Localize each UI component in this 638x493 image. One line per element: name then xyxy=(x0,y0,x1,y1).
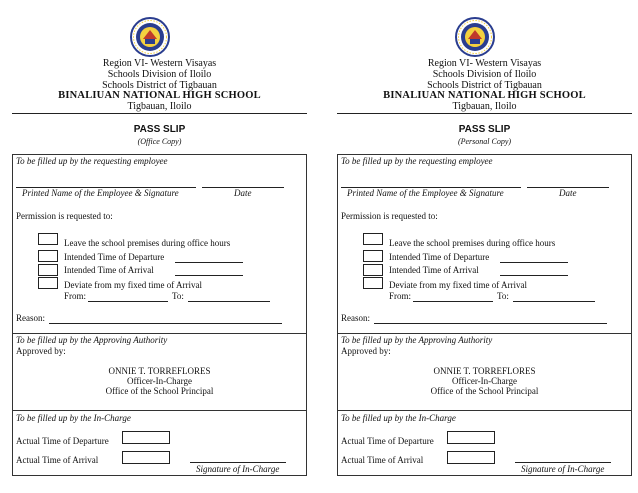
school-location: Tigbauan, Iloilo xyxy=(452,101,517,112)
division-line: Schools Division of Iloilo xyxy=(107,69,212,80)
to-label: To: xyxy=(172,291,184,301)
incharge-signature-line[interactable] xyxy=(515,462,611,463)
arrival-checkbox[interactable] xyxy=(38,264,58,276)
incharge-signature-label: Signature of In-Charge xyxy=(196,464,280,474)
section-divider xyxy=(12,410,307,411)
actual-departure-field[interactable] xyxy=(447,431,495,444)
pass-slip-office-copy xyxy=(12,0,307,493)
actual-arrival-field[interactable] xyxy=(447,451,495,464)
approved-by-label: Approved by: xyxy=(16,346,66,356)
actual-arrival-field[interactable] xyxy=(122,451,170,464)
incharge-signature-line[interactable] xyxy=(190,462,286,463)
reason-line[interactable] xyxy=(374,323,607,324)
form-box xyxy=(337,154,632,476)
to-line[interactable] xyxy=(513,301,595,302)
region-line: Region VI- Western Visayas xyxy=(427,58,542,69)
arrival-label: Intended Time of Arrival xyxy=(389,265,479,275)
departure-line[interactable] xyxy=(500,262,568,263)
deviate-checkbox[interactable] xyxy=(38,277,58,289)
deped-seal-icon xyxy=(455,17,495,57)
approver-position: Officer-In-Charge xyxy=(452,376,517,386)
name-label: Printed Name of the Employee & Signature xyxy=(347,188,504,198)
departure-line[interactable] xyxy=(175,262,243,263)
permission-text: Permission is requested to: xyxy=(341,211,438,221)
from-label: From: xyxy=(64,291,87,301)
leave-premises-label: Leave the school premises during office hours xyxy=(389,238,556,248)
name-label: Printed Name of the Employee & Signature xyxy=(22,188,179,198)
arrival-line[interactable] xyxy=(175,275,243,276)
actual-arrival-label: Actual Time of Arrival xyxy=(341,455,424,465)
approver-position: Officer-In-Charge xyxy=(127,376,192,386)
copy-label: (Personal Copy) xyxy=(457,137,512,146)
approver-office: Office of the School Principal xyxy=(105,386,214,396)
arrival-line[interactable] xyxy=(500,275,568,276)
arrival-checkbox[interactable] xyxy=(363,264,383,276)
from-label: From: xyxy=(389,291,412,301)
division-line: Schools Division of Iloilo xyxy=(432,69,537,80)
copy-label: (Office Copy) xyxy=(137,137,182,146)
departure-checkbox[interactable] xyxy=(363,250,383,262)
to-line[interactable] xyxy=(188,301,270,302)
region-line: Region VI- Western Visayas xyxy=(102,58,217,69)
form-box xyxy=(12,154,307,476)
departure-label: Intended Time of Departure xyxy=(389,252,490,262)
incharge-section-heading: To be filled up by the In-Charge xyxy=(341,413,456,423)
departure-checkbox[interactable] xyxy=(38,250,58,262)
approver-name: ONNIE T. TORREFLORES xyxy=(108,366,211,376)
reason-line[interactable] xyxy=(49,323,282,324)
school-name: BINALIUAN NATIONAL HIGH SCHOOL xyxy=(383,90,586,101)
pass-slip-personal-copy xyxy=(337,0,632,493)
actual-departure-field[interactable] xyxy=(122,431,170,444)
school-name: BINALIUAN NATIONAL HIGH SCHOOL xyxy=(58,90,261,101)
deviate-label: Deviate from my fixed time of Arrival xyxy=(64,280,202,290)
leave-premises-checkbox[interactable] xyxy=(38,233,58,245)
district-line: Schools District of Tigbauan xyxy=(427,80,542,91)
permission-text: Permission is requested to: xyxy=(16,211,113,221)
slip-title: PASS SLIP xyxy=(458,124,511,135)
section-divider xyxy=(12,333,307,334)
incharge-section-heading: To be filled up by the In-Charge xyxy=(16,413,131,423)
employee-section-heading: To be filled up by the requesting employee xyxy=(16,156,168,166)
school-location: Tigbauan, Iloilo xyxy=(127,101,192,112)
actual-departure-label: Actual Time of Departure xyxy=(16,436,109,446)
deped-seal-icon xyxy=(130,17,170,57)
date-label: Date xyxy=(559,188,577,198)
deviate-checkbox[interactable] xyxy=(363,277,383,289)
reason-label: Reason: xyxy=(16,313,45,323)
actual-arrival-label: Actual Time of Arrival xyxy=(16,455,99,465)
employee-section-heading: To be filled up by the requesting employee xyxy=(341,156,493,166)
header-rule xyxy=(12,113,307,114)
approver-office: Office of the School Principal xyxy=(430,386,539,396)
reason-label: Reason: xyxy=(341,313,370,323)
authority-section-heading: To be filled up by the Approving Authority xyxy=(341,335,493,345)
authority-section-heading: To be filled up by the Approving Authority xyxy=(16,335,168,345)
leave-premises-checkbox[interactable] xyxy=(363,233,383,245)
incharge-signature-label: Signature of In-Charge xyxy=(521,464,605,474)
departure-label: Intended Time of Departure xyxy=(64,252,165,262)
section-divider xyxy=(337,410,632,411)
approved-by-label: Approved by: xyxy=(341,346,391,356)
from-line[interactable] xyxy=(413,301,493,302)
from-line[interactable] xyxy=(88,301,168,302)
approver-name: ONNIE T. TORREFLORES xyxy=(433,366,536,376)
arrival-label: Intended Time of Arrival xyxy=(64,265,154,275)
district-line: Schools District of Tigbauan xyxy=(102,80,217,91)
to-label: To: xyxy=(497,291,509,301)
slip-title: PASS SLIP xyxy=(133,124,186,135)
header-rule xyxy=(337,113,632,114)
actual-departure-label: Actual Time of Departure xyxy=(341,436,434,446)
date-label: Date xyxy=(234,188,252,198)
section-divider xyxy=(337,333,632,334)
leave-premises-label: Leave the school premises during office hours xyxy=(64,238,231,248)
deviate-label: Deviate from my fixed time of Arrival xyxy=(389,280,527,290)
